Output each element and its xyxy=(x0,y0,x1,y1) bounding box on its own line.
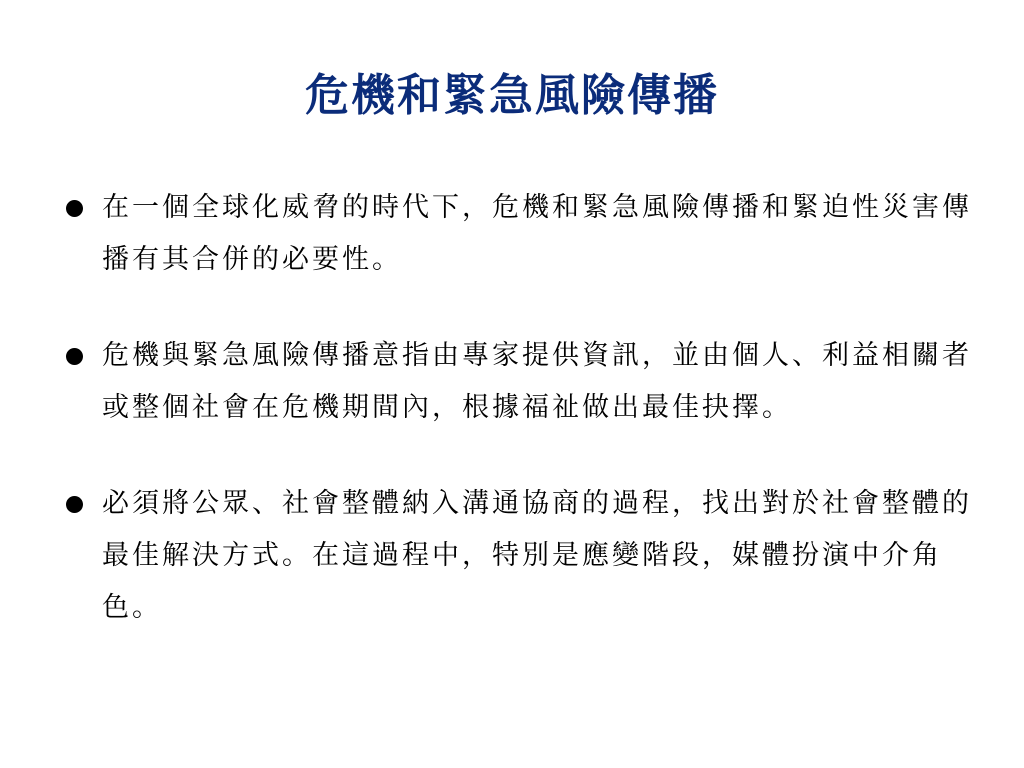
bullet-text: 在一個全球化威脅的時代下，危機和緊急風險傳播和緊迫性災害傳播有其合併的必要性。 xyxy=(102,192,972,275)
bullet-dot-icon xyxy=(66,348,83,365)
bullet-dot-icon xyxy=(66,200,83,217)
bullet-text: 必須將公眾、社會整體納入溝通協商的過程，找出對於社會整體的最佳解決方式。在這過程中，特別是應變階段，媒體扮演中介角色。 xyxy=(102,488,972,623)
bullet-dot-icon xyxy=(66,496,83,513)
bullet-item xyxy=(62,478,972,634)
slide-title: 危機和緊急風險傳播 xyxy=(305,70,719,121)
bullet-item xyxy=(62,330,972,434)
bullet-item xyxy=(62,182,972,286)
bullet-text: 危機與緊急風險傳播意指由專家提供資訊，並由個人、利益相關者或整個社會在危機期間內，根據福祉做出最佳抉擇。 xyxy=(102,340,972,423)
bullet-list xyxy=(62,182,972,634)
